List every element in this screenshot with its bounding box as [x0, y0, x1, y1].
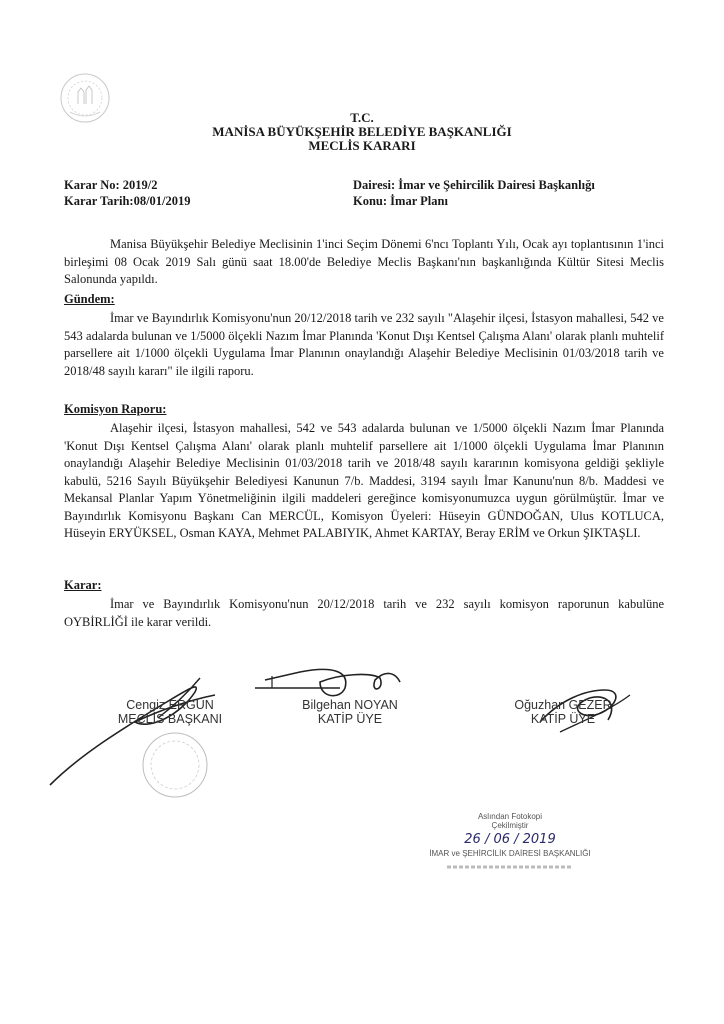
- decision-number: Karar No: 2019/2: [64, 178, 158, 192]
- signature-block-2: [265, 698, 435, 726]
- signature-title: KATİP ÜYE: [317, 712, 383, 726]
- commission-heading: Komisyon Raporu:: [64, 402, 167, 416]
- stamp-line-1: Aslından Fotokopi: [477, 812, 543, 821]
- signature-title: KATİP ÜYE: [530, 712, 596, 726]
- photocopy-stamp: [410, 812, 610, 876]
- stamp-line-2: Çekilmiştir: [491, 821, 529, 830]
- meclis-stamp-icon: [143, 733, 207, 797]
- agenda-paragraph: İmar ve Bayındırlık Komisyonu'nun 20/12/2018 tarih ve 232 sayılı "Alaşehir ilçesi, İstasyon mahallesi, 542 ve 543 adalarda bulunan ve 1/5000 ölçekli Nazım İmar Planında 'Konut Dışı Kentsel Çalışma Alanı' olarak planlı muhtelif parsellere ait 1/1000 ölçekli Uygulama İmar Planının onaylandığı Alaşehir Belediye Meclisinin 01/03/2018 tarih ve 2018/48 sayılı kararı" ile ilgili raporu.: [64, 311, 664, 378]
- stamp-smudge-icon: [445, 863, 575, 871]
- signature-name: Cengiz ERGÜN: [126, 698, 214, 712]
- header-doc-type: MECLİS KARARI: [308, 138, 416, 153]
- decision-paragraph: İmar ve Bayındırlık Komisyonu'nun 20/12/2018 tarih ve 232 sayılı komisyon raporunun kabulüne OYBİRLİĞİ ile karar verildi.: [64, 597, 664, 629]
- stamp-date: 26 / 06 / 2019: [464, 832, 556, 847]
- signature-title: MECLİS BAŞKANI: [117, 712, 223, 726]
- subject: Konu: İmar Planı: [353, 194, 448, 208]
- decision-date: Karar Tarih:08/01/2019: [64, 194, 191, 208]
- signature-block-3: [478, 698, 648, 726]
- signature-2-stroke: [265, 669, 400, 695]
- header-institution: MANİSA BÜYÜKŞEHİR BELEDİYE BAŞKANLIĞI: [212, 124, 512, 139]
- stamp-line-3: İMAR ve ŞEHİRCİLİK DAİRESİ BAŞKANLIĞI: [429, 849, 591, 858]
- decision-heading: Karar:: [64, 578, 102, 592]
- signature-name: Oğuzhan GEZER: [514, 698, 612, 712]
- signature-name: Bilgehan NOYAN: [302, 698, 398, 712]
- agenda-heading: Gündem:: [64, 292, 115, 306]
- signature-scribbles: [40, 660, 700, 800]
- header-tc: T.C.: [350, 110, 374, 125]
- signature-block-1: [90, 698, 250, 726]
- intro-paragraph: Manisa Büyükşehir Belediye Meclisinin 1'inci Seçim Dönemi 6'ncı Toplantı Yılı, Ocak ayı toplantısının 1'inci birleşimi 08 Ocak 2019 Salı günü saat 18.00'de Belediye Meclis Başkanı'nın başkanlığında Kültür Sitesi Meclis Salonunda yapıldı.: [64, 237, 664, 286]
- department: Dairesi: İmar ve Şehircilik Dairesi Başkanlığı: [353, 178, 595, 192]
- commission-paragraph: Alaşehir ilçesi, İstasyon mahallesi, 542 ve 543 adalarda bulunan ve 1/5000 ölçekli Nazım İmar Planında 'Konut Dışı Kentsel Çalışma Alanı' olarak planlı muhtelif parsellere ait 1/1000 ölçekli Uygulama İmar Planının onaylandığı Alaşehir Belediye Meclisinin 01/03/2018 tarih ve 2018/48 sayılı kararının komisyona geldiği şekliyle kabulü, 5216 Sayılı Büyükşehir Belediyesi Kanunun 7/b. Maddesi, 3194 sayılı İmar Kanunu'nun 8/b. Maddesi ve Mekansal Planlar Yapım Yönetmeliğinin ilgili maddeleri gereğince komisyonumuzca uygun görülmüştür. İmar ve Bayındırlık Komisyonu Başkanı Can MERCÜL, Komisyon Üyeleri: Hüseyin GÜNDOĞAN, Ulus KOTLUCA, Hüseyin ERYÜKSEL, Osman KAYA, Mehmet PALABIYIK, Ahmet KARTAY, Beray ERİM ve Orkun ŞIKTAŞLI.: [64, 421, 664, 540]
